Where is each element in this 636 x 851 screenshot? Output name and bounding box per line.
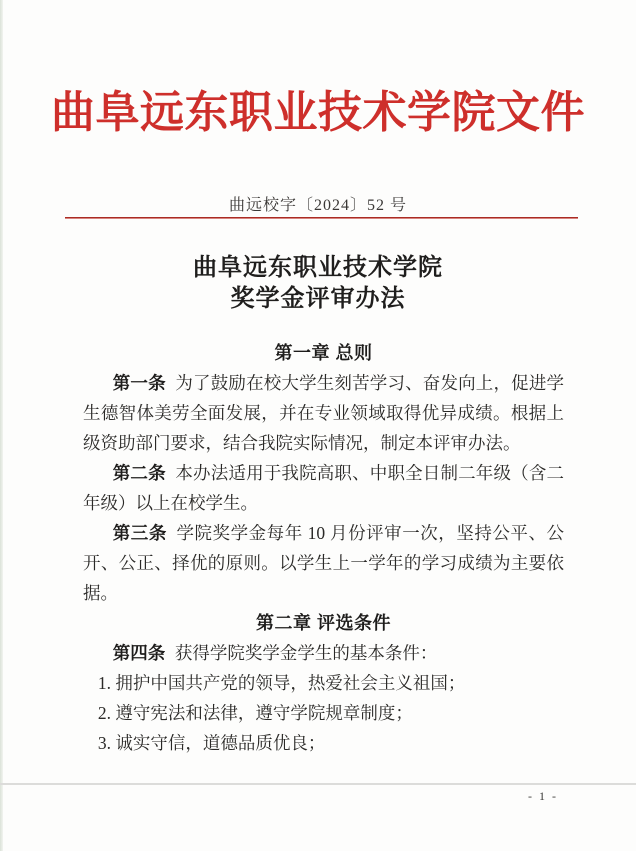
article-4-text: 获得学院奖学金学生的基本条件： [174,643,438,663]
article-2-text: 本办法适用于我院高职、中职全日制二年级（含二年级）以上在校学生。 [83,463,564,513]
article-3-label: 第三条 [112,523,167,543]
article-1 [83,368,564,458]
article-2 [83,458,564,518]
condition-item-3: 3. 诚实守信，道德品质优良； [97,733,326,753]
article-3-text: 学院奖学金每年 10 月份评审一次，坚持公平、公开、公正、择优的原则。以学生上一学年的学习成绩为主要依据。 [83,523,564,603]
page-number: - 1 - [528,789,558,803]
red-divider-rule [65,217,578,219]
letterhead-title: 曲阜远东职业技术学院文件 [51,88,585,137]
document-body [83,338,564,758]
condition-item-1: 1. 拥护中国共产党的领导，热爱社会主义祖国； [97,673,466,693]
scan-line-artifact [0,783,636,785]
article-1-label: 第一条 [112,373,166,393]
document-title [0,253,636,315]
article-1-text: 为了鼓励在校大学生刻苦学习、奋发向上，促进学生德智体美劳全面发展，并在专业领域取得优异成绩。根据上级资助部门要求，结合我院实际情况，制定本评审办法。 [83,373,564,453]
doc-number: 曲远校字〔2024〕52 号 [228,197,407,214]
article-4 [83,638,564,668]
condition-item-2: 2. 遵守宪法和法律，遵守学院规章制度； [97,703,413,723]
chapter-2-heading: 第二章 评选条件 [255,613,391,633]
chapter-1-heading: 第一章 总则 [274,343,373,363]
document-title-line2: 奖学金评审办法 [230,286,406,312]
article-2-label: 第二条 [112,463,166,483]
article-3 [83,518,564,608]
document-title-line1: 曲阜远东职业技术学院 [193,255,443,281]
article-4-label: 第四条 [112,643,166,663]
